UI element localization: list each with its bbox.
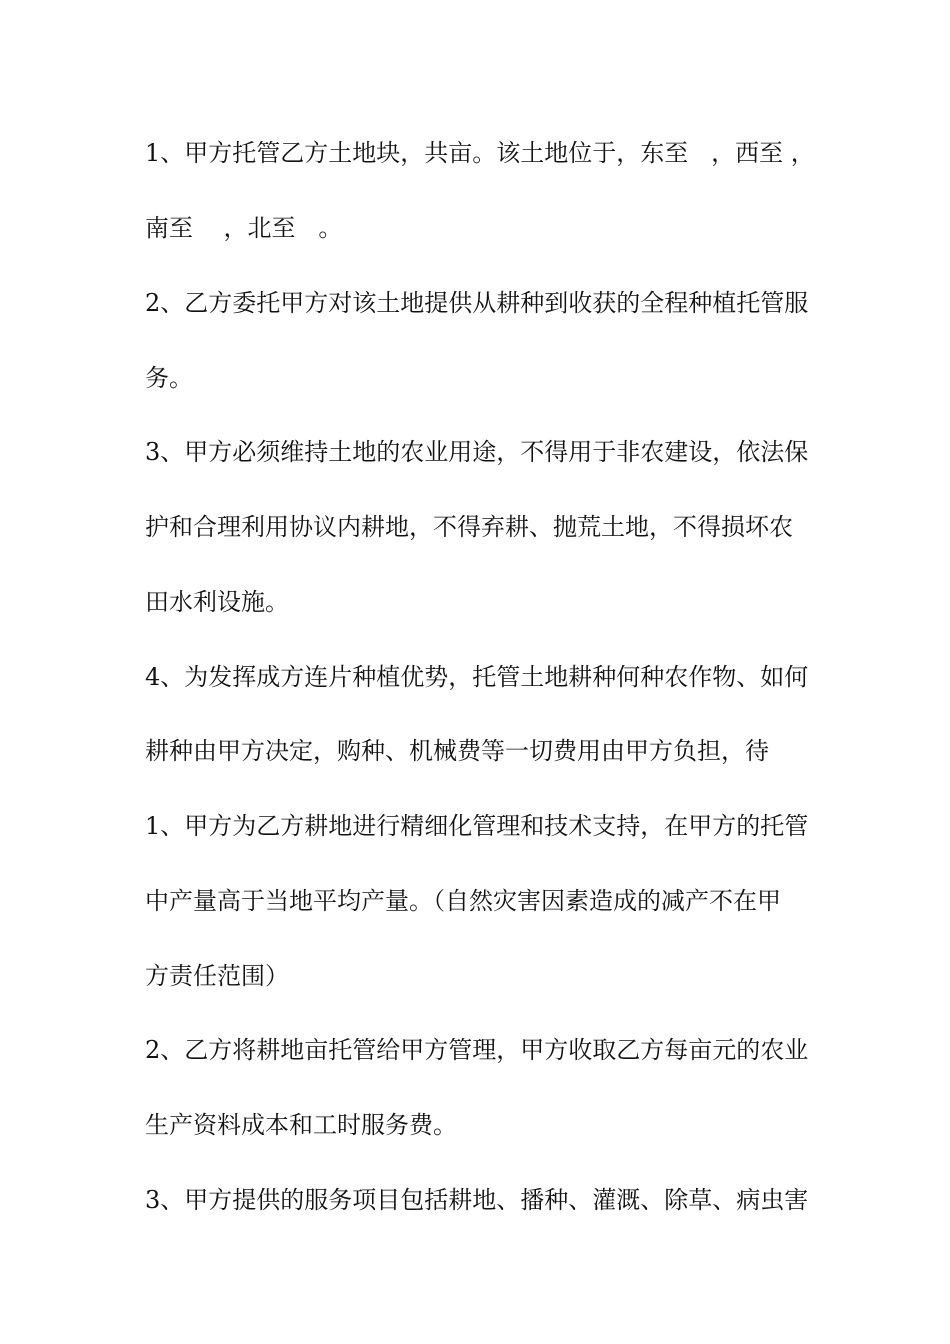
paragraph-line: 方责任范围） <box>145 962 289 990</box>
paragraph-line: 生产资料成本和工时服务费。 <box>145 1111 457 1139</box>
paragraph-line: 南至 ，北至 。 <box>145 214 343 242</box>
paragraph-line: 护和合理利用协议内耕地，不得弃耕、抛荒土地，不得损坏农 <box>145 513 793 541</box>
paragraph-line: 1、甲方托管乙方土地块，共亩。该土地位于，东至 ，西至 ， <box>145 139 815 167</box>
paragraph-line: 耕种由甲方决定，购种、机械费等一切费用由甲方负担，待 <box>145 737 769 765</box>
paragraph-line: 3、甲方提供的服务项目包括耕地、播种、灌溉、除草、病虫害 <box>145 1186 809 1214</box>
paragraph-line: 2、乙方委托甲方对该土地提供从耕种到收获的全程种植托管服 <box>145 289 809 317</box>
paragraph-line: 中产量高于当地平均产量。（自然灾害因素造成的减产不在甲 <box>145 887 781 915</box>
paragraph-line: 4、为发挥成方连片种植优势，托管土地耕种何种农作物、如何 <box>145 663 809 691</box>
paragraph-line: 田水利设施。 <box>145 588 289 616</box>
paragraph-line: 2、乙方将耕地亩托管给甲方管理，甲方收取乙方每亩元的农业 <box>145 1036 809 1064</box>
paragraph-line: 1、甲方为乙方耕地进行精细化管理和技术支持，在甲方的托管 <box>145 812 809 840</box>
paragraph-line: 务。 <box>145 364 193 392</box>
paragraph-line: 3、甲方必须维持土地的农业用途，不得用于非农建设，依法保 <box>145 438 809 466</box>
